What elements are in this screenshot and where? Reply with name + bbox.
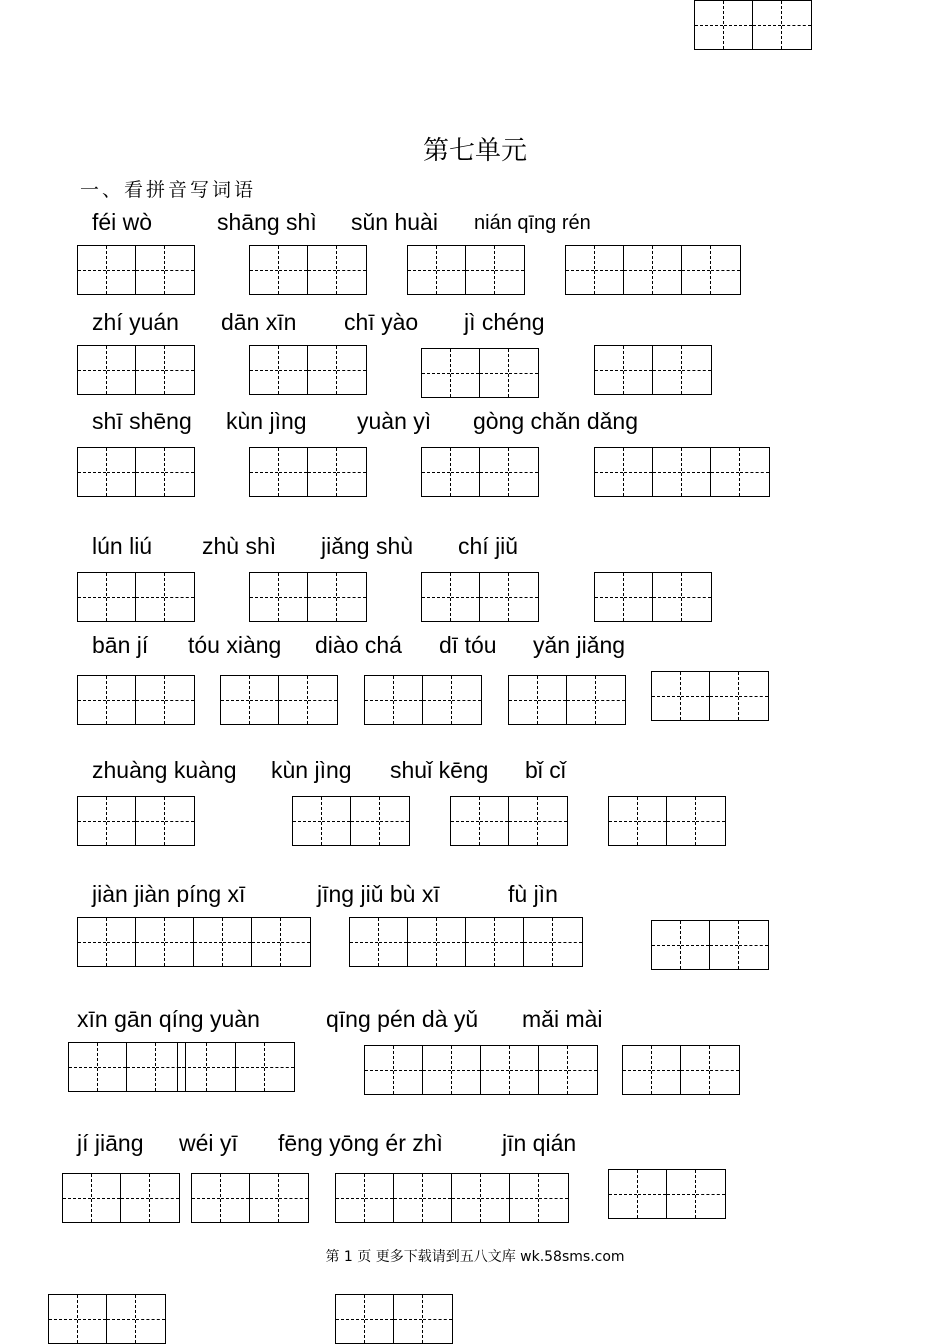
grid-cell[interactable] [624, 346, 653, 394]
grid-cell[interactable] [107, 346, 136, 394]
grid-cell[interactable] [509, 573, 538, 621]
grid-cell[interactable] [596, 676, 625, 724]
pinyin-label: wéi yī [179, 1130, 238, 1156]
writing-grid[interactable] [508, 675, 626, 725]
grid-cell[interactable] [638, 797, 667, 845]
grid-cell[interactable] [69, 1043, 98, 1091]
grid-cell[interactable] [782, 1, 811, 49]
grid-cell[interactable] [281, 918, 310, 966]
grid-cell[interactable] [481, 1174, 510, 1222]
grid-cell[interactable] [481, 1046, 510, 1094]
grid-cell[interactable] [250, 346, 279, 394]
grid-cell[interactable] [452, 1046, 481, 1094]
pinyin-label: bān jí [92, 632, 149, 658]
pinyin-label: chí jiǔ [458, 533, 519, 559]
writing-grid[interactable] [68, 1042, 186, 1092]
grid-cell[interactable] [337, 573, 366, 621]
grid-cell[interactable] [524, 918, 553, 966]
grid-cell[interactable] [539, 1046, 568, 1094]
grid-cell[interactable] [422, 349, 451, 397]
pinyin-label: jīng jiǔ bù xī [317, 881, 440, 907]
grid-cell[interactable] [98, 1043, 127, 1091]
grid-cell[interactable] [379, 918, 408, 966]
grid-cell[interactable] [250, 676, 279, 724]
grid-cell[interactable] [681, 921, 710, 969]
grid-cell[interactable] [509, 448, 538, 496]
grid-cell[interactable] [509, 349, 538, 397]
writing-grid[interactable] [77, 345, 195, 395]
grid-cell[interactable] [652, 672, 681, 720]
grid-cell[interactable] [92, 1174, 121, 1222]
grid-cell[interactable] [451, 448, 480, 496]
grid-cell[interactable] [638, 1170, 667, 1218]
pinyin-label: fù jìn [508, 881, 558, 907]
grid-cell[interactable] [509, 676, 538, 724]
writing-grid[interactable] [694, 0, 812, 50]
pinyin-label: jiǎng shù [321, 533, 414, 559]
grid-cell[interactable] [682, 448, 711, 496]
grid-cell[interactable] [510, 1046, 539, 1094]
writing-grid[interactable] [622, 1045, 740, 1095]
writing-grid[interactable] [421, 572, 539, 622]
grid-cell[interactable] [49, 1295, 78, 1343]
writing-grid[interactable] [249, 345, 367, 395]
grid-cell[interactable] [136, 246, 165, 294]
grid-cell[interactable] [78, 797, 107, 845]
grid-cell[interactable] [165, 246, 194, 294]
pinyin-label: kùn jìng [271, 757, 352, 783]
grid-cell[interactable] [509, 797, 538, 845]
grid-cell[interactable] [652, 1046, 681, 1094]
grid-cell[interactable] [279, 246, 308, 294]
grid-cell[interactable] [609, 797, 638, 845]
pinyin-label: yuàn yì [357, 408, 432, 434]
grid-cell[interactable] [595, 246, 624, 294]
grid-cell[interactable] [667, 797, 696, 845]
grid-cell[interactable] [78, 573, 107, 621]
grid-cell[interactable] [653, 346, 682, 394]
grid-cell[interactable] [136, 797, 165, 845]
writing-grid[interactable] [450, 796, 568, 846]
grid-cell[interactable] [279, 1174, 308, 1222]
grid-cell[interactable] [739, 672, 768, 720]
grid-cell[interactable] [539, 1174, 568, 1222]
grid-cell[interactable] [308, 676, 337, 724]
pinyin-label: féi wò [92, 209, 153, 235]
grid-cell[interactable] [107, 573, 136, 621]
grid-cell[interactable] [710, 672, 739, 720]
writing-grid[interactable] [249, 572, 367, 622]
grid-cell[interactable] [221, 1174, 250, 1222]
pinyin-label: jì chéng [464, 309, 545, 335]
pinyin-label: zhí yuán [92, 309, 179, 335]
writing-grid[interactable] [421, 348, 539, 398]
writing-grid[interactable] [594, 447, 770, 497]
writing-grid[interactable] [349, 917, 583, 967]
writing-grid[interactable] [77, 245, 195, 295]
grid-cell[interactable] [365, 1174, 394, 1222]
writing-grid[interactable] [594, 572, 712, 622]
writing-grid[interactable] [77, 675, 195, 725]
grid-cell[interactable] [365, 676, 394, 724]
pinyin-label: lún liú [92, 533, 153, 559]
grid-cell[interactable] [322, 797, 351, 845]
writing-grid[interactable] [48, 1294, 166, 1344]
grid-cell[interactable] [480, 797, 509, 845]
grid-cell[interactable] [279, 676, 308, 724]
grid-cell[interactable] [336, 1174, 365, 1222]
grid-cell[interactable] [624, 246, 653, 294]
grid-cell[interactable] [480, 349, 509, 397]
grid-cell[interactable] [78, 1295, 107, 1343]
writing-grid[interactable] [608, 1169, 726, 1219]
grid-cell[interactable] [365, 1046, 394, 1094]
grid-cell[interactable] [337, 448, 366, 496]
pinyin-label: zhù shì [202, 533, 277, 559]
grid-cell[interactable] [194, 918, 223, 966]
writing-grid[interactable] [651, 920, 769, 970]
grid-cell[interactable] [279, 448, 308, 496]
grid-cell[interactable] [653, 573, 682, 621]
writing-grid[interactable] [191, 1173, 309, 1223]
grid-cell[interactable] [437, 246, 466, 294]
grid-cell[interactable] [308, 346, 337, 394]
grid-cell[interactable] [451, 349, 480, 397]
writing-grid[interactable] [77, 572, 195, 622]
grid-cell[interactable] [107, 448, 136, 496]
writing-grid[interactable] [421, 447, 539, 497]
grid-cell[interactable] [107, 1295, 136, 1343]
grid-cell[interactable] [136, 676, 165, 724]
grid-cell[interactable] [107, 797, 136, 845]
grid-cell[interactable] [595, 346, 624, 394]
grid-cell[interactable] [495, 918, 524, 966]
pinyin-label: dān xīn [221, 309, 297, 335]
grid-cell[interactable] [78, 246, 107, 294]
grid-cell[interactable] [192, 1174, 221, 1222]
grid-cell[interactable] [250, 573, 279, 621]
writing-grid[interactable] [249, 447, 367, 497]
grid-cell[interactable] [136, 1295, 165, 1343]
pinyin-label: chī yào [344, 309, 419, 335]
grid-cell[interactable] [711, 448, 740, 496]
pinyin-label: jí jiāng [77, 1130, 144, 1156]
grid-cell[interactable] [121, 1174, 150, 1222]
writing-grid[interactable] [249, 245, 367, 295]
grid-cell[interactable] [624, 448, 653, 496]
grid-cell[interactable] [595, 448, 624, 496]
pinyin-label: sǔn huài [351, 209, 438, 235]
grid-cell[interactable] [553, 918, 582, 966]
pinyin-label: fēng yōng ér zhì [278, 1130, 443, 1156]
writing-grid[interactable] [651, 671, 769, 721]
grid-cell[interactable] [136, 573, 165, 621]
section-heading: 一、看拼音写词语 [80, 179, 257, 201]
grid-cell[interactable] [609, 1170, 638, 1218]
grid-cell[interactable] [351, 797, 380, 845]
grid-cell[interactable] [337, 246, 366, 294]
pinyin-label: shī shēng [92, 408, 192, 434]
writing-grid[interactable] [335, 1173, 569, 1223]
grid-cell[interactable] [538, 797, 567, 845]
grid-cell[interactable] [710, 921, 739, 969]
grid-cell[interactable] [452, 676, 481, 724]
grid-cell[interactable] [423, 1046, 452, 1094]
grid-cell[interactable] [423, 1295, 452, 1343]
writing-grid[interactable] [594, 345, 712, 395]
grid-cell[interactable] [165, 346, 194, 394]
grid-cell[interactable] [279, 573, 308, 621]
grid-cell[interactable] [568, 1046, 597, 1094]
grid-cell[interactable] [696, 1170, 725, 1218]
writing-grid[interactable] [62, 1173, 180, 1223]
grid-cell[interactable] [451, 573, 480, 621]
grid-cell[interactable] [681, 1046, 710, 1094]
pinyin-label: tóu xiàng [188, 632, 282, 658]
pinyin-label: zhuàng kuàng [92, 757, 237, 783]
grid-cell[interactable] [223, 918, 252, 966]
writing-grid[interactable] [77, 796, 195, 846]
grid-cell[interactable] [150, 1174, 179, 1222]
grid-cell[interactable] [165, 918, 194, 966]
grid-cell[interactable] [466, 246, 495, 294]
grid-cell[interactable] [265, 1043, 294, 1091]
grid-cell[interactable] [107, 918, 136, 966]
grid-cell[interactable] [623, 1046, 652, 1094]
grid-cell[interactable] [78, 918, 107, 966]
grid-cell[interactable] [293, 797, 322, 845]
writing-grid[interactable] [177, 1042, 295, 1092]
grid-cell[interactable] [394, 1046, 423, 1094]
grid-cell[interactable] [740, 448, 769, 496]
grid-cell[interactable] [423, 1174, 452, 1222]
grid-cell[interactable] [165, 676, 194, 724]
writing-grid[interactable] [364, 1045, 598, 1095]
grid-cell[interactable] [753, 1, 782, 49]
grid-cell[interactable] [394, 676, 423, 724]
grid-cell[interactable] [423, 676, 452, 724]
grid-cell[interactable] [336, 1295, 365, 1343]
grid-cell[interactable] [365, 1295, 394, 1343]
grid-cell[interactable] [437, 918, 466, 966]
writing-grid[interactable] [292, 796, 410, 846]
pinyin-label: diào chá [315, 632, 402, 658]
pinyin-label: shuǐ kēng [390, 757, 489, 783]
grid-cell[interactable] [279, 346, 308, 394]
page-title: 第七单元 [422, 136, 527, 166]
grid-cell[interactable] [236, 1043, 265, 1091]
pinyin-label: jīn qián [502, 1130, 577, 1156]
writing-grid[interactable] [565, 245, 741, 295]
grid-cell[interactable] [78, 346, 107, 394]
grid-cell[interactable] [682, 346, 711, 394]
grid-cell[interactable] [495, 246, 524, 294]
grid-cell[interactable] [78, 676, 107, 724]
writing-grid[interactable] [77, 447, 195, 497]
writing-grid[interactable] [364, 675, 482, 725]
grid-cell[interactable] [308, 573, 337, 621]
grid-cell[interactable] [337, 346, 366, 394]
grid-cell[interactable] [653, 448, 682, 496]
grid-cell[interactable] [394, 1174, 423, 1222]
grid-cell[interactable] [682, 246, 711, 294]
grid-cell[interactable] [63, 1174, 92, 1222]
writing-grid[interactable] [220, 675, 338, 725]
grid-cell[interactable] [107, 246, 136, 294]
grid-cell[interactable] [567, 676, 596, 724]
grid-cell[interactable] [451, 797, 480, 845]
grid-cell[interactable] [739, 921, 768, 969]
grid-cell[interactable] [380, 797, 409, 845]
grid-cell[interactable] [252, 918, 281, 966]
pinyin-label: kùn jìng [226, 408, 307, 434]
grid-cell[interactable] [422, 448, 451, 496]
pinyin-label: nián qīng rén [474, 212, 591, 234]
grid-cell[interactable] [682, 573, 711, 621]
pinyin-label: jiàn jiàn píng xī [92, 881, 246, 907]
grid-cell[interactable] [696, 797, 725, 845]
grid-cell[interactable] [221, 676, 250, 724]
grid-cell[interactable] [724, 1, 753, 49]
grid-cell[interactable] [480, 448, 509, 496]
grid-cell[interactable] [136, 448, 165, 496]
grid-cell[interactable] [178, 1043, 207, 1091]
grid-cell[interactable] [595, 573, 624, 621]
pinyin-label: dī tóu [439, 632, 497, 658]
grid-cell[interactable] [652, 921, 681, 969]
grid-cell[interactable] [566, 246, 595, 294]
pinyin-label: qīng pén dà yǔ [326, 1006, 479, 1032]
grid-cell[interactable] [308, 448, 337, 496]
grid-cell[interactable] [408, 918, 437, 966]
pinyin-label: bǐ cǐ [525, 757, 566, 783]
grid-cell[interactable] [78, 448, 107, 496]
grid-cell[interactable] [624, 573, 653, 621]
grid-cell[interactable] [452, 1174, 481, 1222]
grid-cell[interactable] [308, 246, 337, 294]
writing-grid[interactable] [77, 917, 311, 967]
grid-cell[interactable] [681, 672, 710, 720]
grid-cell[interactable] [394, 1295, 423, 1343]
pinyin-label: xīn gān qíng yuàn [77, 1006, 260, 1032]
grid-cell[interactable] [653, 246, 682, 294]
pinyin-label: yǎn jiǎng [533, 632, 626, 658]
grid-cell[interactable] [165, 448, 194, 496]
writing-grid[interactable] [608, 796, 726, 846]
grid-cell[interactable] [408, 246, 437, 294]
grid-cell[interactable] [710, 1046, 739, 1094]
grid-cell[interactable] [350, 918, 379, 966]
grid-cell[interactable] [207, 1043, 236, 1091]
grid-cell[interactable] [466, 918, 495, 966]
pinyin-label: shāng shì [217, 209, 317, 235]
grid-cell[interactable] [165, 573, 194, 621]
grid-cell[interactable] [510, 1174, 539, 1222]
writing-grid[interactable] [407, 245, 525, 295]
pinyin-label: mǎi mài [522, 1006, 603, 1032]
grid-cell[interactable] [250, 1174, 279, 1222]
grid-cell[interactable] [165, 797, 194, 845]
grid-cell[interactable] [422, 573, 451, 621]
grid-cell[interactable] [667, 1170, 696, 1218]
page-footer: 第 1 页 更多下载请到五八文库 wk.58sms.com [325, 1249, 625, 1265]
grid-cell[interactable] [107, 676, 136, 724]
grid-cell[interactable] [711, 246, 740, 294]
grid-cell[interactable] [480, 573, 509, 621]
grid-cell[interactable] [250, 246, 279, 294]
grid-cell[interactable] [136, 346, 165, 394]
writing-grid[interactable] [335, 1294, 453, 1344]
pinyin-label: gòng chǎn dǎng [473, 408, 638, 434]
grid-cell[interactable] [136, 918, 165, 966]
grid-cell[interactable] [250, 448, 279, 496]
grid-cell[interactable] [695, 1, 724, 49]
grid-cell[interactable] [127, 1043, 156, 1091]
grid-cell[interactable] [538, 676, 567, 724]
